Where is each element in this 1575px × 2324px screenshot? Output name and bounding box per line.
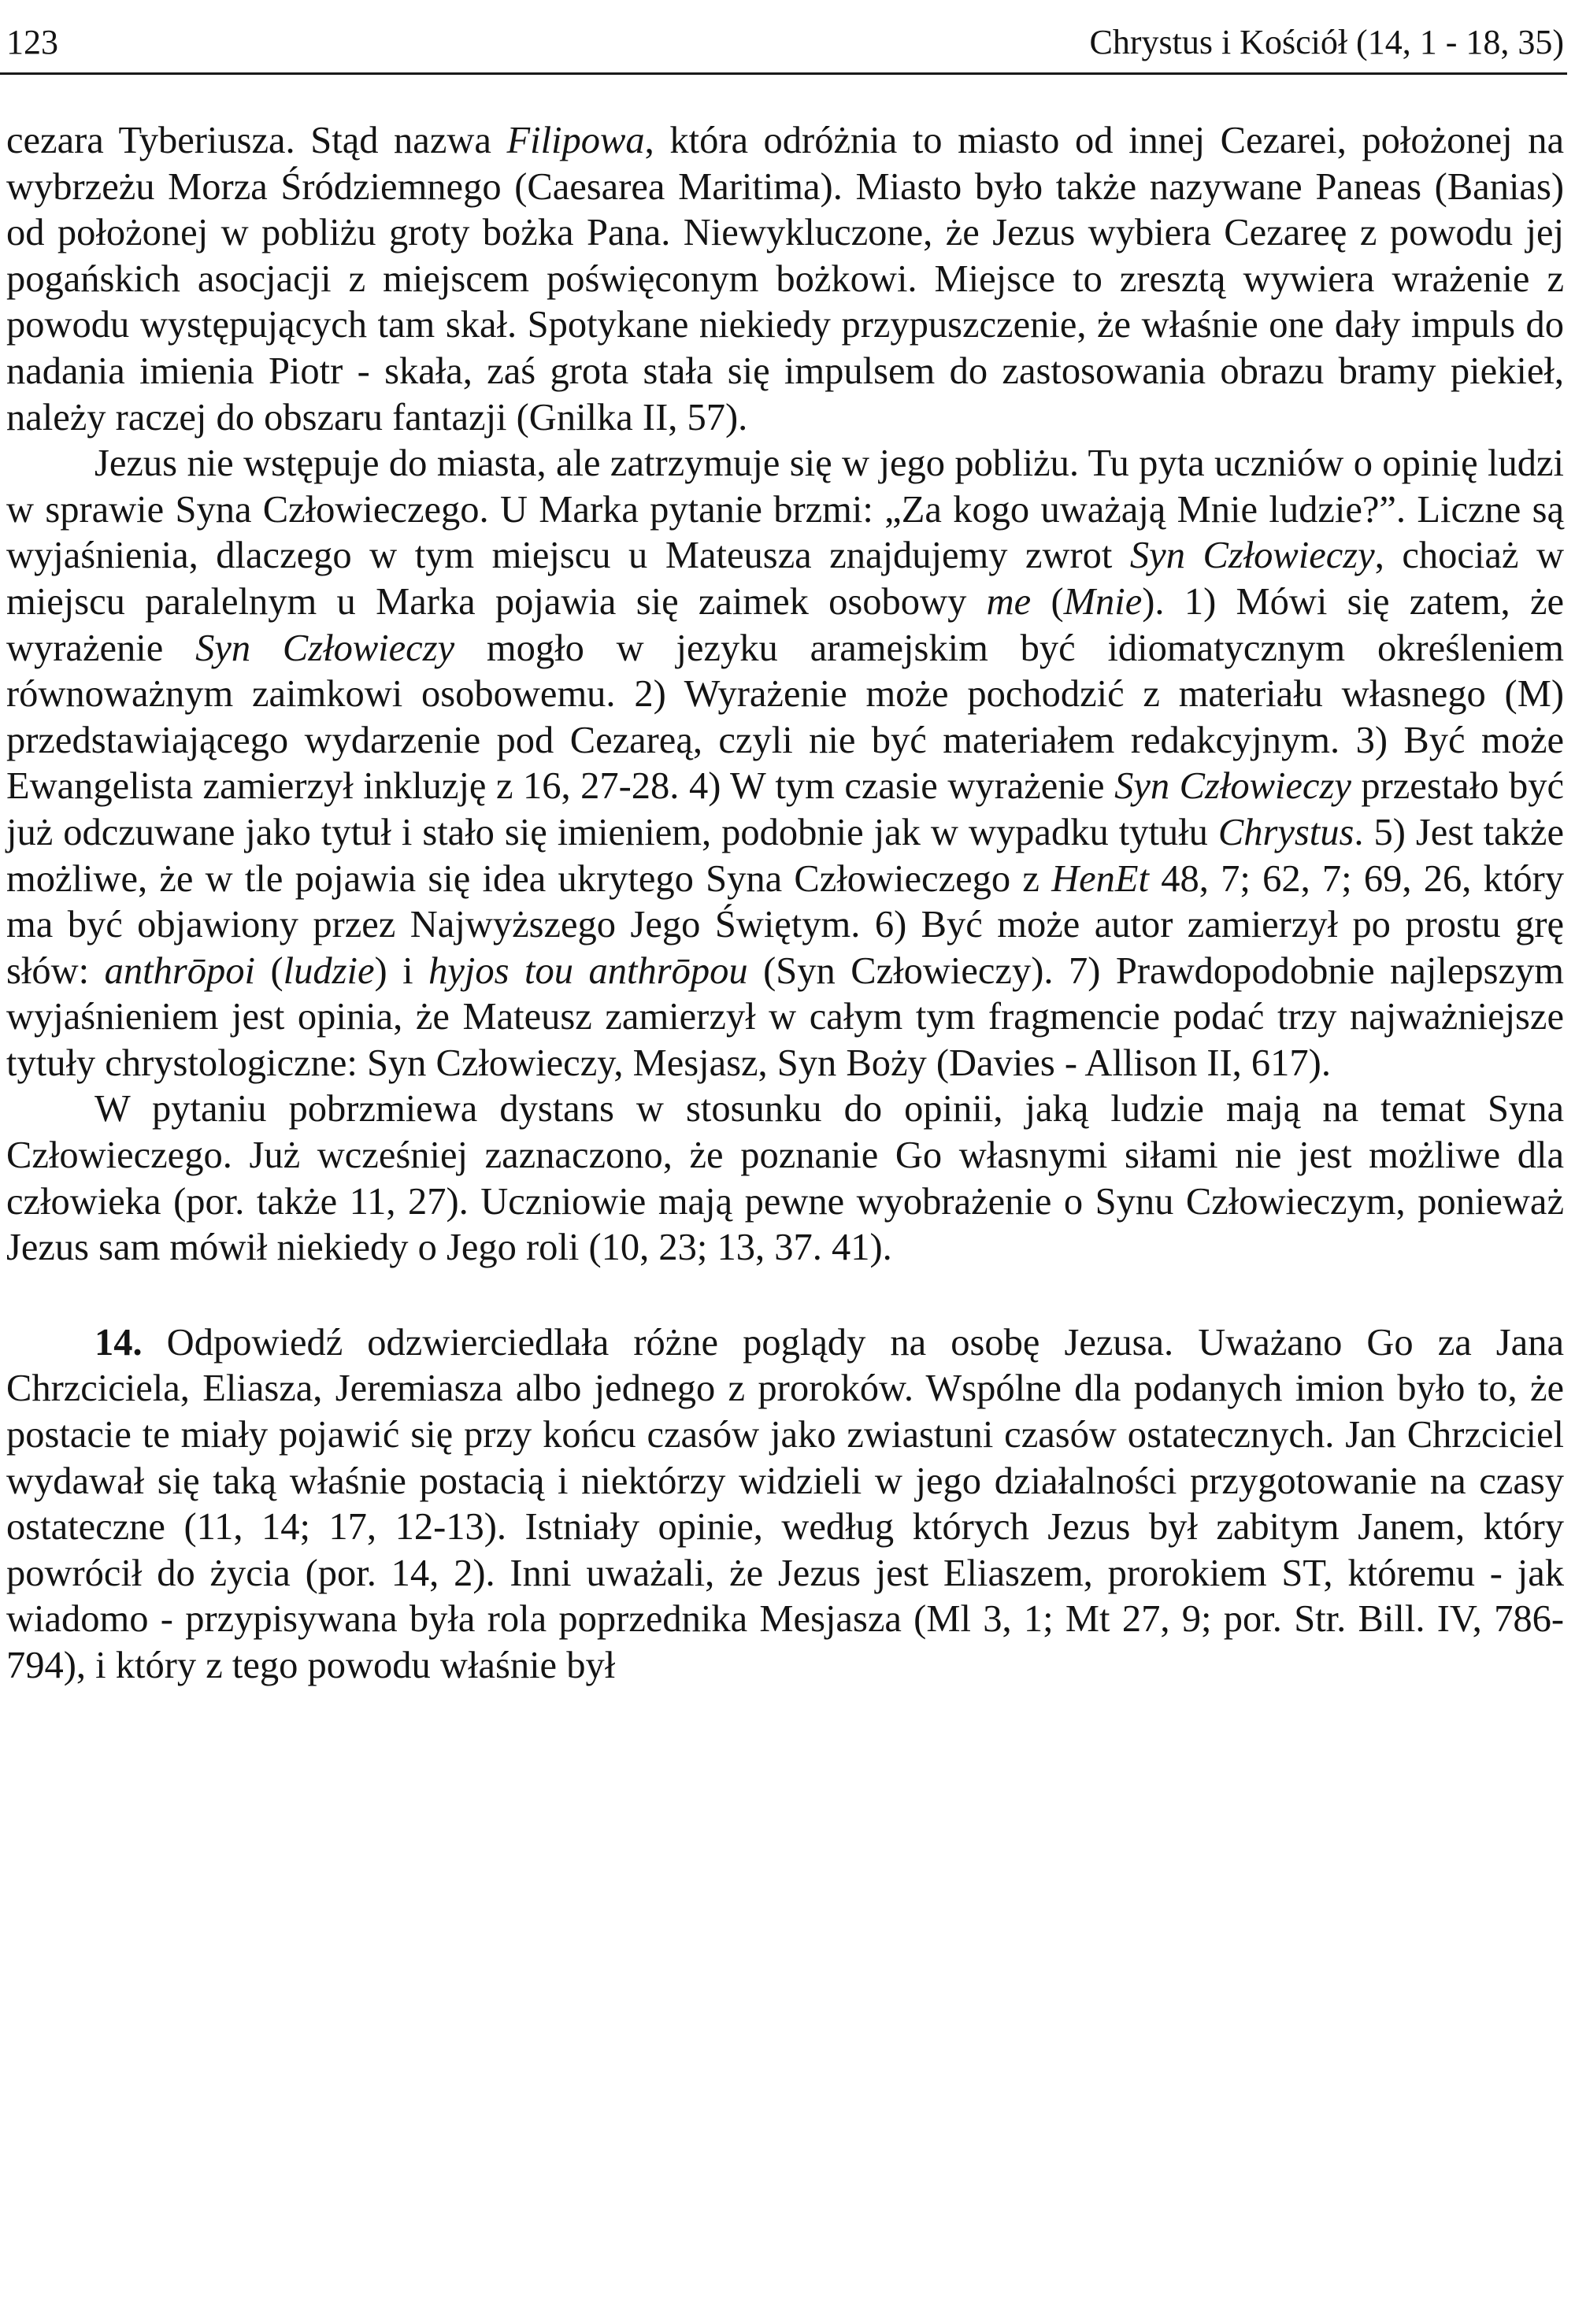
text-run: mogło w jezyku aramejskim być idiomatycznym określeniem równoważnym zaimkowi osobowemu. 2) Wyrażenie może pochodzić z materiału własnego (M) przedstawiającego wydarzenie pod Cezareą, czyli nie być materiałem redakcyjnym. 3) Być może Ewangelista zamierzył inkluzję z 16, 27-28. 4) W tym czasie wyrażenie (6, 627, 1564, 808)
text-run: ) i (374, 949, 429, 992)
text-run: . 5) Jest także możliwe, że w tle pojawia się idea ukrytego Syna Człowieczego z (6, 811, 1564, 900)
paragraph (6, 1086, 1564, 1271)
text-run: 48, 7; 62, 7; 69, 26, który ma być objawiony przez Najwyższego Jego Świętym. 6) Być może autor zamierzył po prostu grę słów: (6, 857, 1564, 992)
italic-term: hyjos tou anthrōpou (428, 949, 748, 992)
italic-term: me (986, 580, 1032, 623)
text-run: , chociaż w miejscu paralelnym u Marka pojawia się zaimek osobowy (6, 535, 1564, 623)
paragraph (6, 441, 1564, 1086)
verse-number: 14. (94, 1321, 143, 1364)
italic-term: Filipowa (506, 120, 645, 161)
italic-term: Syn Człowieczy (195, 627, 455, 669)
page-header (6, 17, 1564, 68)
italic-term: ludzie (283, 949, 375, 992)
italic-term: Mnie (1063, 580, 1143, 623)
text-run: (Syn Człowieczy). 7) Prawdopodobnie najlepszym wyjaśnieniem jest opinia, że Mateusz zamierzył w całym tym fragmencie podać trzy najważniejsze tytuły chrystologiczne: Syn Człowieczy, Mesjasz, Syn Boży (Davies - Allison II, 617). (6, 949, 1564, 1084)
italic-term: Syn Człowieczy (1114, 765, 1351, 808)
body-text (6, 118, 1564, 1689)
text-run: ( (1031, 580, 1064, 623)
text-run: Jezus nie wstępuje do miasta, ale zatrzymuje się w jego pobliżu. Tu pyta uczniów o opinię ludzi w sprawie Syna Człowieczego. U Marka pytanie brzmi: „Za kogo uważają Mnie ludzie?”. Liczne są wyjaśnienia, dlaczego w tym miejscu u Mateusza znajdujemy zwrot (6, 442, 1564, 577)
section-paragraph (6, 1320, 1564, 1689)
text-run: ( (254, 949, 284, 992)
text-run: ). 1) Mówi się zatem, że wyrażenie (6, 580, 1565, 669)
text-run: , która odróżnia to miasto od innej Cezarei, położonej na wybrzeżu Morza Śródziemnego (Caesarea Maritima). Miasto było także nazywane Paneas (Banias) od położonej w pobliżu groty bożka Pana. Niewykluczone, że Jezus wybiera Cezareę z powodu jej pogańskich asocjacji z miejscem poświęconym bożkowi. Miejsce to zresztą wywiera wrażenie z powodu występujących tam skał. Spotykane niekiedy przypuszczenie, że właśnie one dały impuls do nadania imienia Piotr - skała, zaś grota stała się impulsem do zastosowania obrazu bramy piekieł, należy raczej do obszaru fantazji (Gnilka II, 57). (6, 120, 1565, 439)
text-run: przestało być już odczuwane jako tytuł i stało się imieniem, podobnie jak w wypadku tytułu (6, 765, 1564, 853)
header-rule (0, 72, 1567, 75)
text-run: W pytaniu pobrzmiewa dystans w stosunku do opinii, jaką ludzie mają na temat Syna Człowieczego. Już wcześniej zaznaczono, że poznanie Go własnymi siłami nie jest możliwe dla człowieka (por. także 11, 27). Uczniowie mają pewne wyobrażenie o Synu Człowieczym, ponieważ Jezus sam mówił niekiedy o Jego roli (10, 23; 13, 37. 41). (6, 1088, 1564, 1269)
text-run: Odpowiedź odzwierciedlała różne poglądy na osobę Jezusa. Uważano Go za Jana Chrzciciela, Eliasza, Jeremiasza albo jednego z proroków. Wspólne dla podanych imion było to, że postacie te miały pojawić się przy końcu czasów jako zwiastuni czasów ostatecznych. Jan Chrzciciel wydawał się taką właśnie postacią i niektórzy widzieli w jego działalności przygotowanie na czasy ostateczne (11, 14; 17, 12-13). Istniały opinie, według których Jezus był zabitym Janem, który powrócił do życia (por. 14, 2). Inni uważali, że Jezus jest Eliaszem, prorokiem ST, któremu - jak wiadomo - przypisywana była rola poprzednika Mesjasza (Ml 3, 1; Mt 27, 9; por. Str. Bill. IV, 786-794), i który z tego powodu właśnie był (6, 1321, 1564, 1686)
italic-term: anthrōpoi (104, 949, 255, 992)
text-run: cezara Tyberiusza. Stąd nazwa (6, 120, 507, 161)
italic-term: HenEt (1051, 857, 1150, 900)
italic-term: Syn Człowieczy (1129, 535, 1375, 577)
page-number: 123 (6, 23, 58, 61)
paragraph (6, 118, 1564, 441)
italic-term: Chrystus (1217, 811, 1354, 853)
running-title: Chrystus i Kościół (14, 1 - 18, 35) (1089, 23, 1564, 61)
